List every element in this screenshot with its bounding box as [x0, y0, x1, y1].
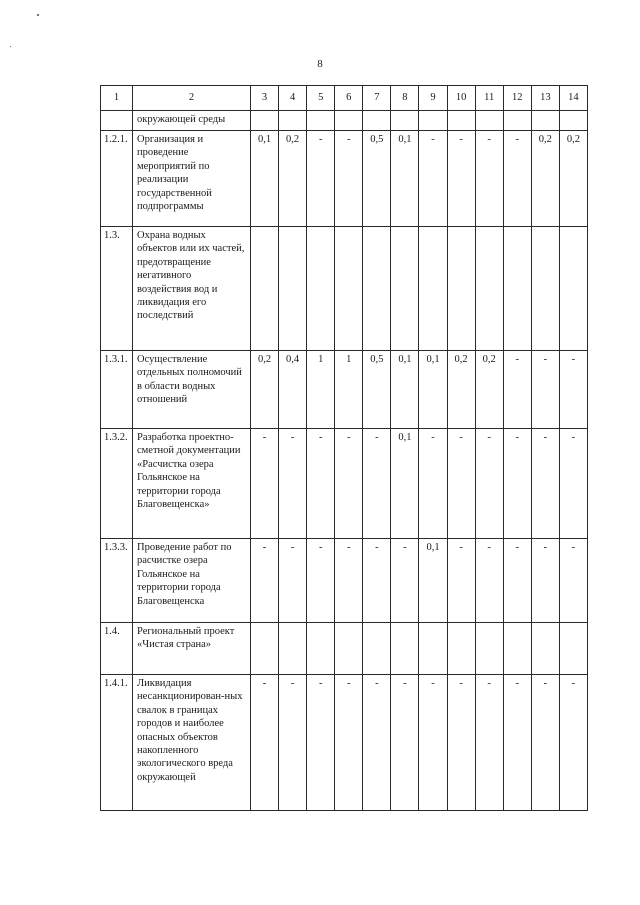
- value-cell: -: [335, 131, 363, 227]
- value-cell: -: [447, 429, 475, 539]
- table-row: [101, 227, 588, 351]
- value-cell: 0,2: [251, 351, 279, 429]
- row-description: Разработка проектно-сметной документации «Расчистка озера Гольянское на территории города Благовещенска»: [133, 429, 251, 539]
- value-cell: [279, 111, 307, 131]
- value-cell: -: [503, 675, 531, 811]
- data-table: [100, 85, 588, 811]
- value-cell: [503, 111, 531, 131]
- value-cell: [363, 227, 391, 351]
- value-cell: [419, 111, 447, 131]
- value-cell: -: [251, 539, 279, 623]
- value-cell: -: [447, 675, 475, 811]
- table-row: [101, 131, 588, 227]
- value-cell: -: [279, 539, 307, 623]
- row-number: 1.4.: [101, 623, 133, 675]
- value-cell: -: [419, 131, 447, 227]
- value-cell: -: [503, 131, 531, 227]
- value-cell: [447, 623, 475, 675]
- row-description: Проведение работ по расчистке озера Гольянское на территории города Благовещенска: [133, 539, 251, 623]
- scan-speck: [37, 14, 39, 16]
- value-cell: -: [279, 675, 307, 811]
- table-row: [101, 623, 588, 675]
- value-cell: -: [475, 131, 503, 227]
- value-cell: -: [335, 539, 363, 623]
- column-header: 4: [279, 86, 307, 111]
- value-cell: 0,1: [419, 351, 447, 429]
- row-number: 1.4.1.: [101, 675, 133, 811]
- value-cell: -: [419, 675, 447, 811]
- column-header: 10: [447, 86, 475, 111]
- value-cell: -: [475, 429, 503, 539]
- value-cell: -: [391, 675, 419, 811]
- value-cell: [475, 227, 503, 351]
- column-header: 1: [101, 86, 133, 111]
- value-cell: 0,2: [559, 131, 587, 227]
- value-cell: -: [531, 429, 559, 539]
- column-header: 9: [419, 86, 447, 111]
- row-description: Организация и проведение мероприятий по реализации государственной подпрограммы: [133, 131, 251, 227]
- value-cell: [363, 111, 391, 131]
- value-cell: 0,1: [251, 131, 279, 227]
- value-cell: -: [363, 539, 391, 623]
- value-cell: -: [559, 429, 587, 539]
- value-cell: [475, 111, 503, 131]
- column-header: 6: [335, 86, 363, 111]
- value-cell: 0,1: [391, 429, 419, 539]
- value-cell: [559, 623, 587, 675]
- value-cell: [279, 227, 307, 351]
- value-cell: [447, 227, 475, 351]
- value-cell: [391, 227, 419, 351]
- value-cell: 0,5: [363, 351, 391, 429]
- table-header-row: [101, 86, 588, 111]
- value-cell: [391, 623, 419, 675]
- value-cell: -: [335, 429, 363, 539]
- table-row: [101, 675, 588, 811]
- value-cell: -: [251, 675, 279, 811]
- value-cell: [251, 111, 279, 131]
- value-cell: -: [531, 351, 559, 429]
- row-number: 1.3.3.: [101, 539, 133, 623]
- value-cell: -: [307, 131, 335, 227]
- value-cell: -: [363, 675, 391, 811]
- value-cell: -: [307, 675, 335, 811]
- value-cell: [419, 227, 447, 351]
- row-number: 1.3.: [101, 227, 133, 351]
- value-cell: -: [391, 539, 419, 623]
- column-header: 2: [133, 86, 251, 111]
- value-cell: -: [475, 675, 503, 811]
- value-cell: 0,1: [419, 539, 447, 623]
- value-cell: -: [475, 539, 503, 623]
- value-cell: [559, 111, 587, 131]
- value-cell: -: [447, 539, 475, 623]
- value-cell: [503, 623, 531, 675]
- value-cell: [503, 227, 531, 351]
- value-cell: [447, 111, 475, 131]
- value-cell: -: [559, 675, 587, 811]
- value-cell: 1: [335, 351, 363, 429]
- value-cell: -: [503, 539, 531, 623]
- value-cell: [335, 227, 363, 351]
- row-number: 1.2.1.: [101, 131, 133, 227]
- row-number: 1.3.1.: [101, 351, 133, 429]
- row-description: Охрана водных объектов или их частей, предотвращение негативного воздействия вод и ликвидация его последствий: [133, 227, 251, 351]
- value-cell: -: [447, 131, 475, 227]
- value-cell: [335, 623, 363, 675]
- column-header: 13: [531, 86, 559, 111]
- column-header: 11: [475, 86, 503, 111]
- column-header: 8: [391, 86, 419, 111]
- page-number: 8: [317, 58, 323, 70]
- value-cell: [307, 111, 335, 131]
- value-cell: 1: [307, 351, 335, 429]
- value-cell: -: [307, 539, 335, 623]
- table-row: [101, 539, 588, 623]
- value-cell: -: [335, 675, 363, 811]
- value-cell: -: [419, 429, 447, 539]
- value-cell: [363, 623, 391, 675]
- value-cell: -: [559, 351, 587, 429]
- row-number: 1.3.2.: [101, 429, 133, 539]
- value-cell: [279, 623, 307, 675]
- column-header: 12: [503, 86, 531, 111]
- value-cell: 0,2: [475, 351, 503, 429]
- value-cell: -: [307, 429, 335, 539]
- value-cell: -: [559, 539, 587, 623]
- column-header: 3: [251, 86, 279, 111]
- value-cell: 0,2: [279, 131, 307, 227]
- value-cell: 0,4: [279, 351, 307, 429]
- value-cell: -: [279, 429, 307, 539]
- column-header: 14: [559, 86, 587, 111]
- row-description: Региональный проект «Чистая страна»: [133, 623, 251, 675]
- table-row: [101, 429, 588, 539]
- table-row: [101, 351, 588, 429]
- value-cell: 0,1: [391, 131, 419, 227]
- value-cell: [391, 111, 419, 131]
- value-cell: 0,5: [363, 131, 391, 227]
- value-cell: [419, 623, 447, 675]
- table-row: [101, 111, 588, 131]
- column-header: 5: [307, 86, 335, 111]
- value-cell: [531, 623, 559, 675]
- value-cell: [251, 623, 279, 675]
- value-cell: [335, 111, 363, 131]
- value-cell: [559, 227, 587, 351]
- value-cell: [475, 623, 503, 675]
- row-description: Осуществление отдельных полномочий в области водных отношений: [133, 351, 251, 429]
- row-description: Ликвидация несанкционирован-ных свалок в границах городов и наиболее опасных объектов накопленного экологического вреда окружающей: [133, 675, 251, 811]
- value-cell: 0,2: [531, 131, 559, 227]
- value-cell: 0,1: [391, 351, 419, 429]
- row-number: [101, 111, 133, 131]
- value-cell: -: [503, 351, 531, 429]
- value-cell: [307, 623, 335, 675]
- value-cell: 0,2: [447, 351, 475, 429]
- column-header: 7: [363, 86, 391, 111]
- value-cell: -: [531, 675, 559, 811]
- value-cell: [531, 227, 559, 351]
- value-cell: -: [363, 429, 391, 539]
- scan-speck: [10, 46, 11, 47]
- value-cell: -: [531, 539, 559, 623]
- value-cell: [251, 227, 279, 351]
- row-description: окружающей среды: [133, 111, 251, 131]
- value-cell: [307, 227, 335, 351]
- value-cell: [531, 111, 559, 131]
- value-cell: -: [251, 429, 279, 539]
- value-cell: -: [503, 429, 531, 539]
